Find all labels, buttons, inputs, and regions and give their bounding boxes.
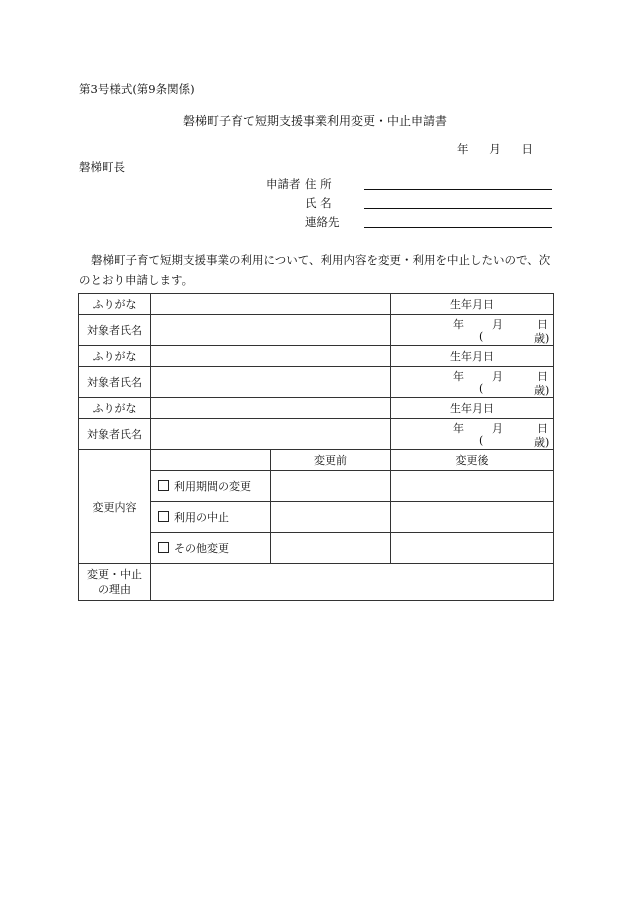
- furigana-label: ふりがな: [79, 294, 151, 315]
- age-label: 歳): [534, 384, 550, 397]
- subject-name-field[interactable]: [151, 367, 391, 398]
- date-year-label: 年: [457, 142, 469, 156]
- intro-paragraph: [79, 250, 559, 290]
- birth-label: 生年月日: [391, 294, 554, 315]
- birth-label: 生年月日: [391, 398, 554, 419]
- reason-label-line2: の理由: [98, 583, 131, 596]
- table-row: [79, 564, 554, 601]
- change-content-label: 変更内容: [79, 450, 151, 564]
- birth-year-label: 年: [453, 422, 464, 435]
- table-row: [79, 398, 554, 419]
- date-month-label: 月: [489, 142, 501, 156]
- table-row: [79, 471, 554, 502]
- furigana-field[interactable]: [151, 294, 391, 315]
- furigana-field[interactable]: [151, 346, 391, 367]
- intro-text: 磐梯町子育て短期支援事業の利用について、利用内容を変更・利用を中止したいので、次のとおり申請します。: [79, 253, 551, 287]
- furigana-field[interactable]: [151, 398, 391, 419]
- furigana-label: ふりがな: [79, 398, 151, 419]
- before-field[interactable]: [271, 502, 391, 533]
- table-row: [79, 450, 554, 471]
- table-row: [79, 315, 554, 346]
- subject-name-field[interactable]: [151, 315, 391, 346]
- option-period-change[interactable]: [151, 471, 271, 502]
- reason-label-line1: 変更・中止: [87, 568, 142, 581]
- name-label: 氏 名: [305, 196, 332, 210]
- table-row: [79, 346, 554, 367]
- birth-month-label: 月: [492, 318, 503, 331]
- birth-age-field[interactable]: [391, 419, 554, 450]
- checkbox-icon[interactable]: [158, 480, 169, 491]
- age-open-paren: (: [479, 382, 484, 395]
- subject-name-label: 対象者氏名: [79, 367, 151, 398]
- applicant-prefix: 申請者: [266, 177, 301, 191]
- change-header-blank: [151, 450, 271, 471]
- subject-name-label: 対象者氏名: [79, 315, 151, 346]
- page-title: 磐梯町子育て短期支援事業利用変更・中止申請書: [182, 114, 447, 128]
- checkbox-icon[interactable]: [158, 511, 169, 522]
- table-row: [79, 367, 554, 398]
- birth-year-label: 年: [453, 370, 464, 383]
- address-field[interactable]: [364, 189, 552, 190]
- birth-month-label: 月: [492, 422, 503, 435]
- before-field[interactable]: [271, 533, 391, 564]
- table-row: [79, 419, 554, 450]
- birth-day-label: 日: [537, 370, 548, 383]
- age-open-paren: (: [479, 330, 484, 343]
- age-label: 歳): [534, 436, 550, 449]
- birth-age-field[interactable]: [391, 315, 554, 346]
- contact-field[interactable]: [364, 227, 552, 228]
- birth-label: 生年月日: [391, 346, 554, 367]
- option-cancel-use[interactable]: [151, 502, 271, 533]
- option-other-change[interactable]: [151, 533, 271, 564]
- reason-field[interactable]: [151, 564, 554, 601]
- table-row: [79, 533, 554, 564]
- option-label: 利用期間の変更: [174, 480, 251, 493]
- after-change-header: 変更後: [391, 450, 554, 471]
- age-open-paren: (: [479, 434, 484, 447]
- furigana-label: ふりがな: [79, 346, 151, 367]
- addressee: 磐梯町長: [79, 160, 125, 174]
- form-number: 第3号様式(第9条関係): [79, 82, 195, 96]
- option-label: その他変更: [174, 542, 229, 555]
- application-table: [78, 293, 554, 601]
- contact-label: 連絡先: [305, 215, 340, 229]
- birth-month-label: 月: [492, 370, 503, 383]
- birth-year-label: 年: [453, 318, 464, 331]
- name-field[interactable]: [364, 208, 552, 209]
- after-field[interactable]: [391, 471, 554, 502]
- date-day-label: 日: [521, 142, 533, 156]
- birth-age-field[interactable]: [391, 367, 554, 398]
- application-date: [457, 141, 533, 157]
- table-row: [79, 502, 554, 533]
- subject-name-label: 対象者氏名: [79, 419, 151, 450]
- birth-day-label: 日: [537, 318, 548, 331]
- after-field[interactable]: [391, 502, 554, 533]
- before-change-header: 変更前: [271, 450, 391, 471]
- option-label: 利用の中止: [174, 511, 229, 524]
- checkbox-icon[interactable]: [158, 542, 169, 553]
- before-field[interactable]: [271, 471, 391, 502]
- after-field[interactable]: [391, 533, 554, 564]
- age-label: 歳): [534, 332, 550, 345]
- subject-name-field[interactable]: [151, 419, 391, 450]
- address-label: 住 所: [305, 177, 332, 191]
- reason-label: [79, 564, 151, 601]
- table-row: [79, 294, 554, 315]
- birth-day-label: 日: [537, 422, 548, 435]
